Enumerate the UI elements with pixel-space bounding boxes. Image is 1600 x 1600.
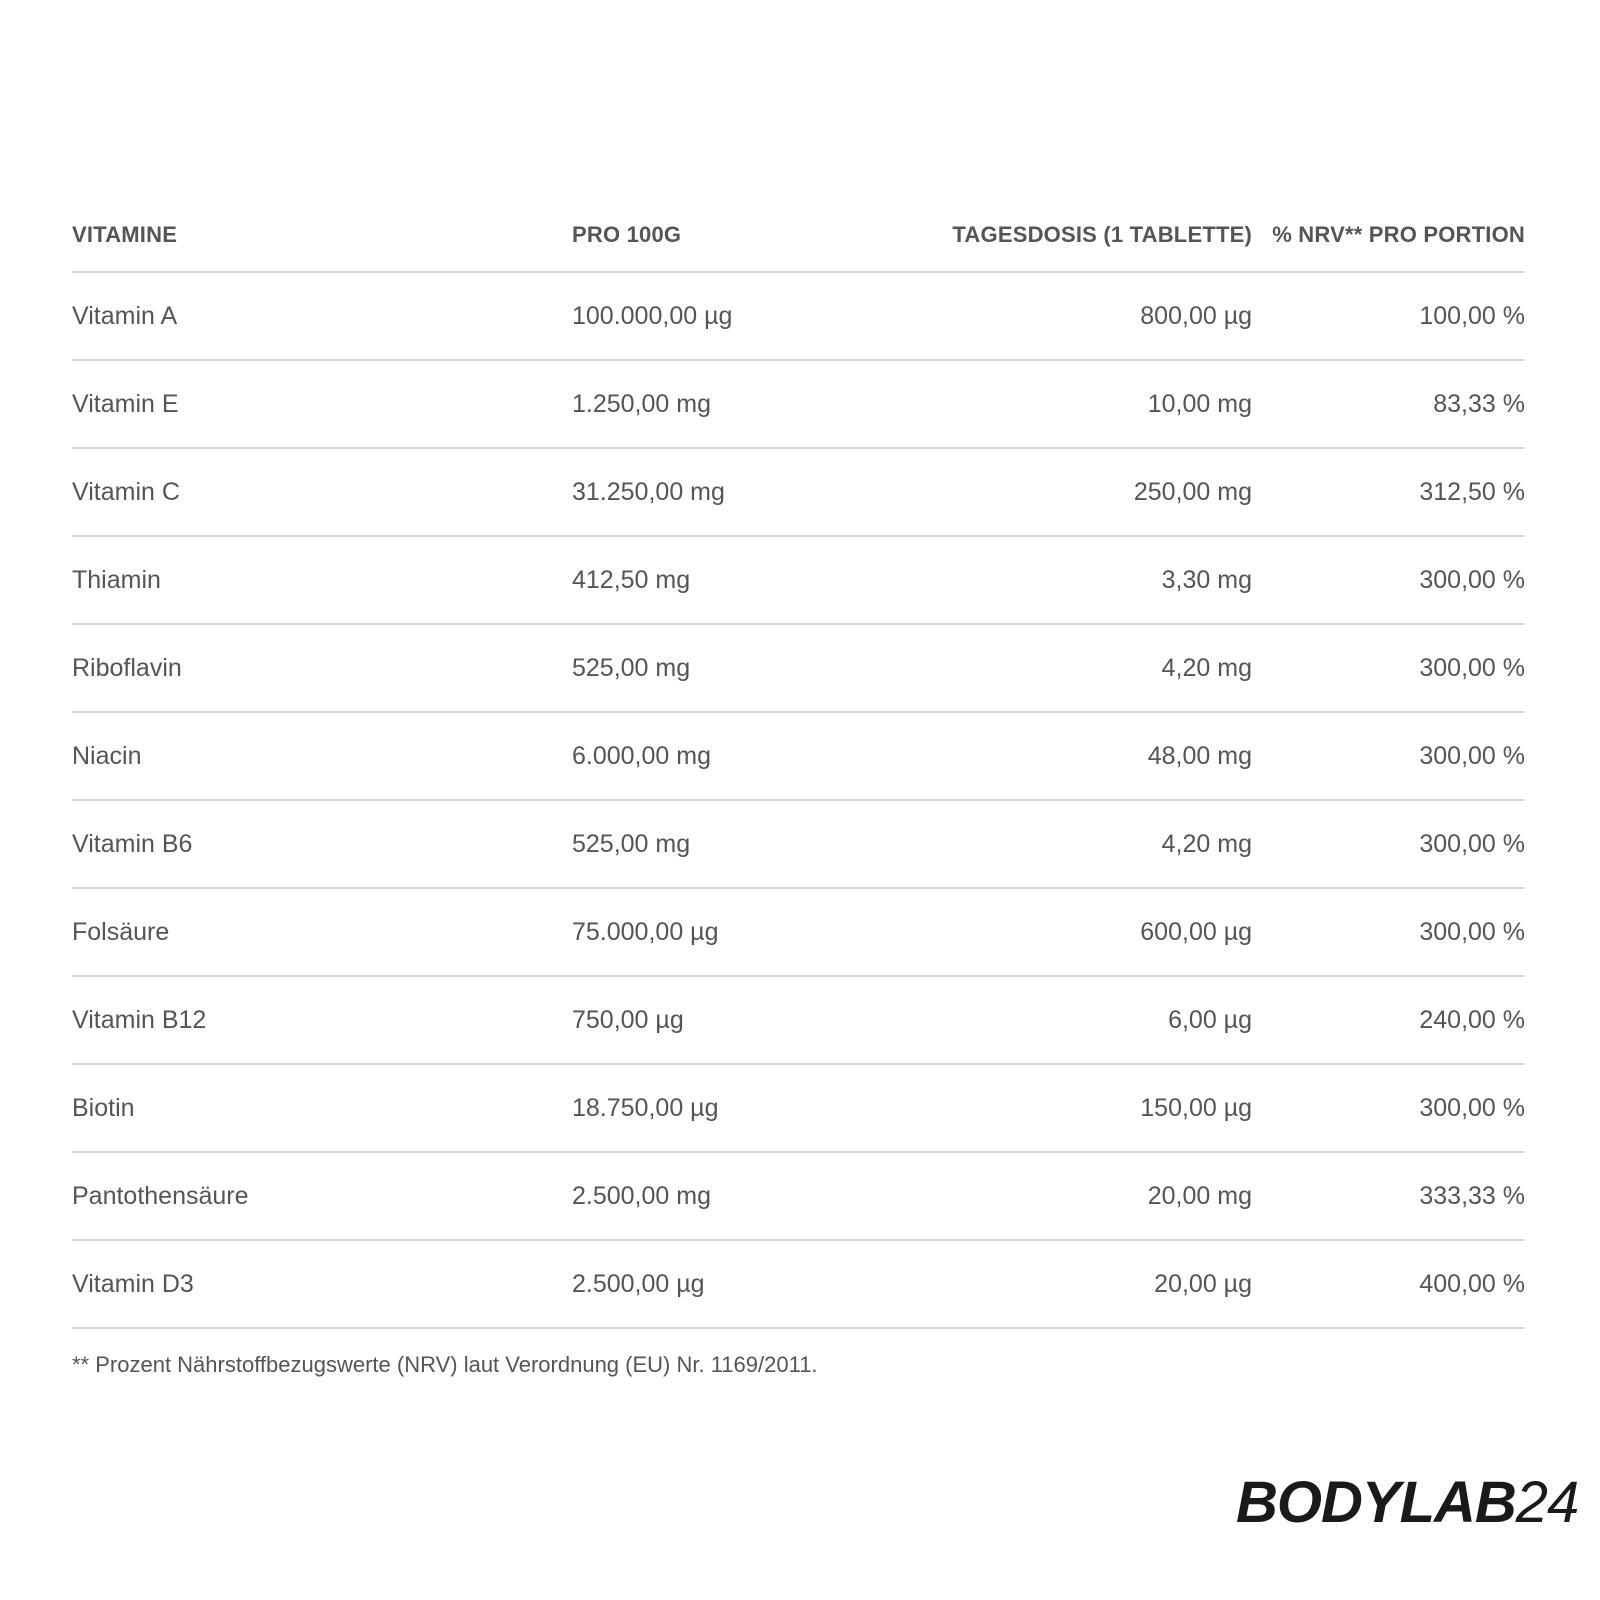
cell-pro-100g: 100.000,00 µg xyxy=(572,301,733,330)
header-pro-100g: PRO 100G xyxy=(572,221,682,247)
cell-tagesdosis: 150,00 µg xyxy=(1140,1093,1252,1122)
cell-tagesdosis: 20,00 µg xyxy=(1154,1269,1252,1298)
table-body xyxy=(72,272,1525,1328)
logo-text-24: 24 xyxy=(1515,1470,1579,1535)
cell-pro-100g: 1.250,00 mg xyxy=(572,389,711,418)
footnote: ** Prozent Nährstoffbezugswerte (NRV) laut Verordnung (EU) Nr. 1169/2011. xyxy=(72,1352,818,1377)
cell-tagesdosis: 10,00 mg xyxy=(1147,389,1252,418)
cell-nrv: 312,50 % xyxy=(1419,477,1525,506)
cell-tagesdosis: 48,00 mg xyxy=(1147,741,1252,770)
cell-pro-100g: 31.250,00 mg xyxy=(572,477,725,506)
table-row xyxy=(72,448,1525,536)
cell-pro-100g: 18.750,00 µg xyxy=(572,1093,719,1122)
cell-pro-100g: 525,00 mg xyxy=(572,829,691,858)
cell-tagesdosis: 3,30 mg xyxy=(1161,565,1252,594)
cell-nrv: 400,00 % xyxy=(1419,1269,1525,1298)
cell-tagesdosis: 20,00 mg xyxy=(1147,1181,1252,1210)
cell-nrv: 240,00 % xyxy=(1419,1005,1525,1034)
header-row xyxy=(72,198,1525,272)
table-row xyxy=(72,800,1525,888)
table-row xyxy=(72,1240,1525,1328)
logo-text-bodylab: BODYLAB xyxy=(1236,1470,1516,1535)
cell-pro-100g: 750,00 µg xyxy=(572,1005,684,1034)
vitamin-table xyxy=(72,198,1525,1329)
cell-nrv: 300,00 % xyxy=(1419,829,1525,858)
cell-tagesdosis: 6,00 µg xyxy=(1168,1005,1252,1034)
cell-vitamin-name: Pantothensäure xyxy=(72,1181,249,1210)
cell-nrv: 100,00 % xyxy=(1419,301,1525,330)
cell-vitamin-name: Vitamin A xyxy=(72,301,178,330)
cell-pro-100g: 2.500,00 µg xyxy=(572,1269,705,1298)
cell-tagesdosis: 250,00 mg xyxy=(1133,477,1252,506)
cell-nrv: 300,00 % xyxy=(1419,565,1525,594)
cell-tagesdosis: 4,20 mg xyxy=(1161,653,1252,682)
cell-nrv: 300,00 % xyxy=(1419,917,1525,946)
table-header xyxy=(72,198,1525,272)
table-row xyxy=(72,360,1525,448)
header-nrv: % NRV** PRO PORTION xyxy=(1272,221,1525,247)
cell-vitamin-name: Vitamin B12 xyxy=(72,1005,207,1034)
header-vitamine: VITAMINE xyxy=(72,221,178,247)
cell-nrv: 83,33 % xyxy=(1433,389,1525,418)
cell-vitamin-name: Vitamin E xyxy=(72,389,179,418)
cell-vitamin-name: Thiamin xyxy=(72,565,161,594)
cell-pro-100g: 525,00 mg xyxy=(572,653,691,682)
cell-vitamin-name: Vitamin D3 xyxy=(72,1269,194,1298)
table-row xyxy=(72,1152,1525,1240)
vitamin-table-container xyxy=(72,198,1525,1329)
cell-nrv: 333,33 % xyxy=(1419,1181,1525,1210)
cell-tagesdosis: 800,00 µg xyxy=(1140,301,1252,330)
table-row xyxy=(72,624,1525,712)
cell-pro-100g: 412,50 mg xyxy=(572,565,691,594)
cell-nrv: 300,00 % xyxy=(1419,653,1525,682)
cell-vitamin-name: Biotin xyxy=(72,1093,135,1122)
cell-tagesdosis: 4,20 mg xyxy=(1161,829,1252,858)
cell-nrv: 300,00 % xyxy=(1419,1093,1525,1122)
cell-pro-100g: 75.000,00 µg xyxy=(572,917,719,946)
cell-pro-100g: 2.500,00 mg xyxy=(572,1181,711,1210)
header-tagesdosis: TAGESDOSIS (1 TABLETTE) xyxy=(952,221,1252,247)
bodylab24-logo xyxy=(1236,1470,1579,1535)
table-row xyxy=(72,888,1525,976)
cell-pro-100g: 6.000,00 mg xyxy=(572,741,711,770)
cell-tagesdosis: 600,00 µg xyxy=(1140,917,1252,946)
table-row xyxy=(72,976,1525,1064)
table-row xyxy=(72,712,1525,800)
table-row xyxy=(72,1064,1525,1152)
table-row xyxy=(72,536,1525,624)
table-row xyxy=(72,272,1525,360)
cell-vitamin-name: Riboflavin xyxy=(72,653,182,682)
cell-vitamin-name: Vitamin B6 xyxy=(72,829,193,858)
cell-nrv: 300,00 % xyxy=(1419,741,1525,770)
cell-vitamin-name: Folsäure xyxy=(72,917,170,946)
cell-vitamin-name: Niacin xyxy=(72,741,142,770)
cell-vitamin-name: Vitamin C xyxy=(72,477,180,506)
